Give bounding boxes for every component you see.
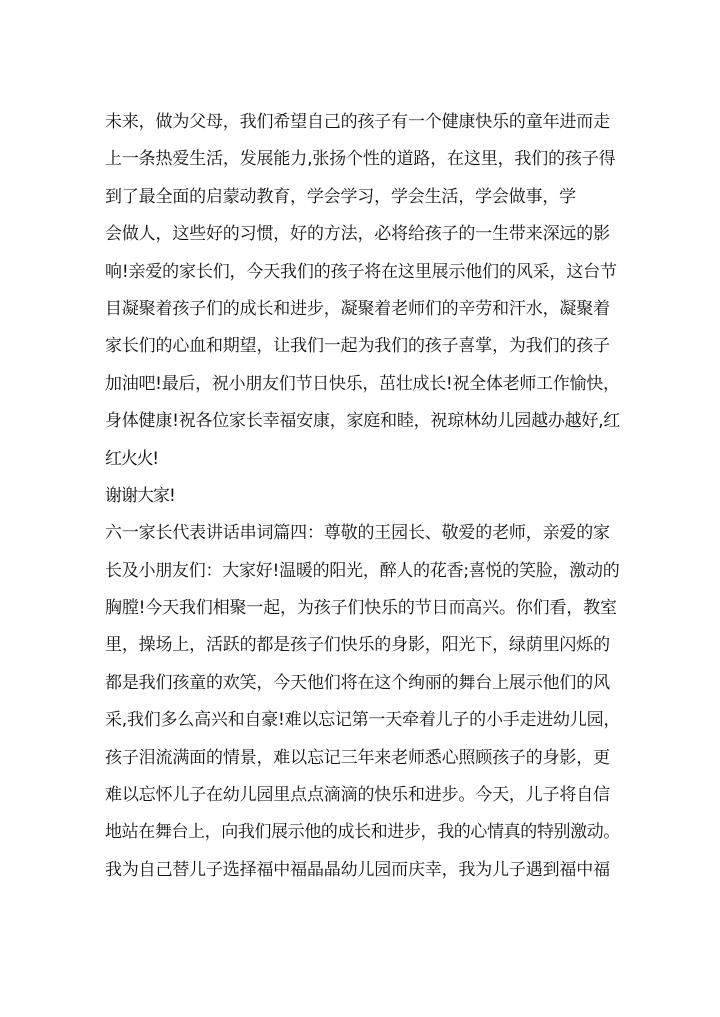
text-line: 采,我们多么高兴和自豪!难以忘记第一天牵着儿子的小手走进幼儿园， bbox=[105, 710, 621, 731]
text-line: 会做人，这些好的习惯，好的方法，必将给孩子的一生带来深远的影 bbox=[105, 224, 610, 245]
text-line: 谢谢大家! bbox=[105, 485, 175, 506]
body-text bbox=[105, 104, 625, 889]
text-line: 上一条热爱生活，发展能力,张扬个性的道路，在这里，我们的孩子得 bbox=[105, 149, 616, 170]
text-line: 加油吧!最后，祝小朋友们节日快乐，茁壮成长!祝全体老师工作愉快， bbox=[105, 373, 620, 394]
text-line: 里，操场上，活跃的都是孩子们快乐的身影，阳光下，绿荫里闪烁的 bbox=[105, 635, 610, 656]
text-line: 我为自己替儿子选择福中福晶晶幼儿园而庆幸，我为儿子遇到福中福 bbox=[105, 859, 610, 880]
text-line: 都是我们孩童的欢笑，今天他们将在这个绚丽的舞台上展示他们的风 bbox=[105, 672, 610, 693]
text-line: 长及小朋友们：大家好!温暖的阳光，醉人的花香;喜悦的笑脸，激动的 bbox=[105, 560, 620, 581]
text-line: 红火火! bbox=[105, 448, 158, 469]
text-line: 胸膛!今天我们相聚一起，为孩子们快乐的节日而高兴。你们看，教室 bbox=[105, 598, 617, 619]
text-line: 响!亲爱的家长们，今天我们的孩子将在这里展示他们的风采，这台节 bbox=[105, 261, 617, 282]
text-line: 身体健康!祝各位家长幸福安康，家庭和睦，祝琼林幼儿园越办越好,红 bbox=[105, 411, 621, 432]
text-line: 家长们的心血和期望，让我们一起为我们的孩子喜掌，为我们的孩子 bbox=[105, 336, 610, 357]
section-heading-line: 六一家长代表讲话串词篇四：尊敬的王园长、敬爱的老师，亲爱的家 bbox=[105, 523, 610, 544]
text-line: 难以忘怀儿子在幼儿园里点点滴滴的快乐和进步。今天，儿子将自信 bbox=[105, 785, 610, 806]
text-line: 地站在舞台上，向我们展示他的成长和进步，我的心情真的特别激动。 bbox=[105, 822, 620, 843]
text-line: 目凝聚着孩子们的成长和进步，凝聚着老师们的辛劳和汗水，凝聚着 bbox=[105, 298, 610, 319]
text-line: 孩子泪流满面的情景，难以忘记三年来老师悉心照顾孩子的身影，更 bbox=[105, 747, 610, 768]
text-line: 到了最全面的启蒙动教育，学会学习，学会生活，学会做事，学 bbox=[105, 186, 576, 207]
text-line: 未来，做为父母，我们希望自己的孩子有一个健康快乐的童年进而走 bbox=[105, 112, 610, 132]
